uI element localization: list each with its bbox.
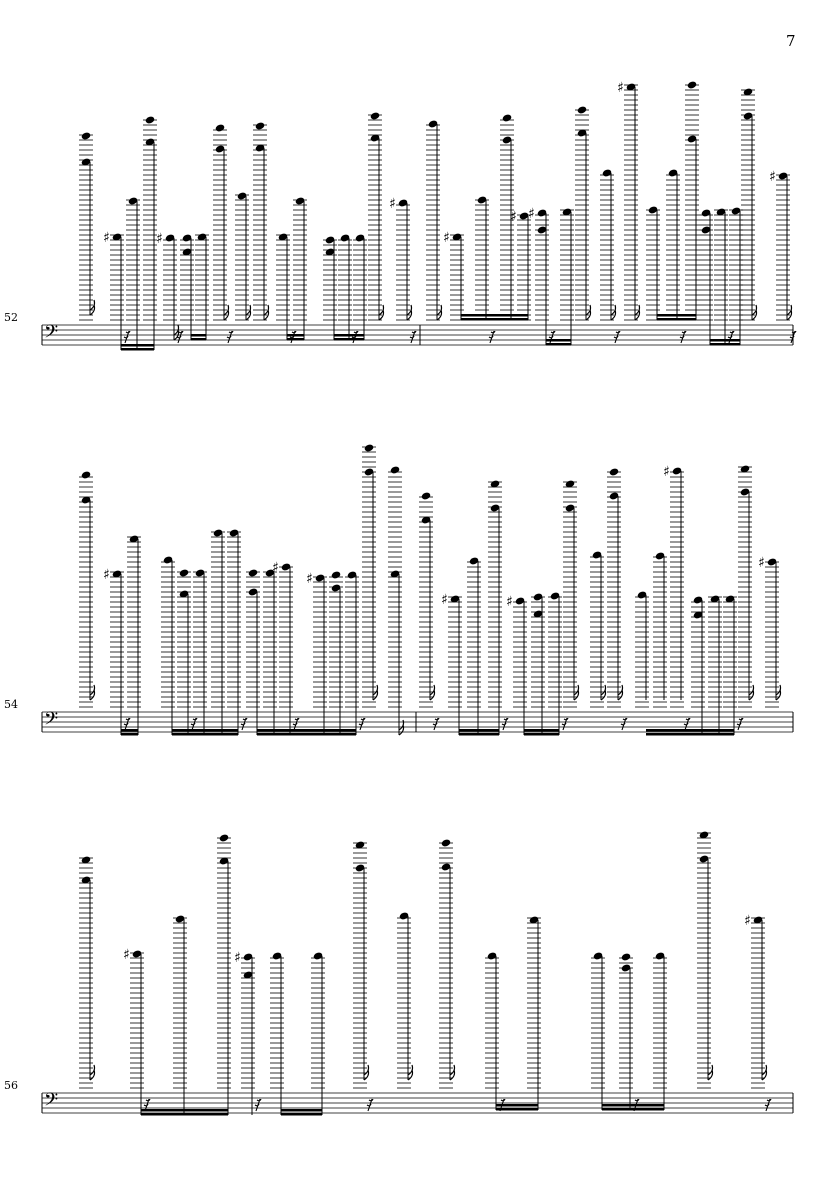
beam xyxy=(257,733,356,736)
note-head xyxy=(441,838,451,847)
beam xyxy=(334,338,364,341)
note-head xyxy=(502,113,512,122)
beam xyxy=(172,733,238,736)
beam xyxy=(121,733,138,736)
note-flag xyxy=(708,1065,713,1075)
beam xyxy=(657,318,696,321)
rest-icon xyxy=(502,718,508,730)
note-head xyxy=(179,568,189,577)
note-head xyxy=(370,111,380,120)
rest-icon xyxy=(124,718,130,730)
sharp-icon: ♯ xyxy=(272,560,279,576)
beam xyxy=(141,1113,228,1116)
rest-icon xyxy=(621,718,627,730)
note-flag xyxy=(450,1065,455,1075)
note-flag xyxy=(762,1065,767,1075)
rest-icon xyxy=(489,331,495,343)
note-flag xyxy=(373,685,378,695)
rest-icon xyxy=(562,718,568,730)
note-head xyxy=(331,570,341,579)
beam xyxy=(287,334,304,337)
note-head xyxy=(364,443,374,452)
system-56 xyxy=(42,830,793,1115)
beam xyxy=(121,729,138,732)
beam xyxy=(121,344,154,347)
beam xyxy=(459,733,499,736)
measure-number: 52 xyxy=(4,311,18,324)
beam xyxy=(710,343,740,346)
beam xyxy=(546,343,571,346)
sharp-icon: ♯ xyxy=(103,230,110,246)
beam xyxy=(646,729,734,732)
note-head xyxy=(255,121,265,130)
beam xyxy=(141,1109,228,1112)
note-head xyxy=(215,123,225,132)
measure-number: 54 xyxy=(4,698,18,711)
note-flag xyxy=(574,685,579,695)
rest-icon xyxy=(737,718,743,730)
beam xyxy=(602,1108,664,1111)
sharp-icon: ♯ xyxy=(389,196,396,212)
beam xyxy=(257,729,356,732)
rest-icon xyxy=(684,718,690,730)
note-head xyxy=(248,568,258,577)
page-number: 7 xyxy=(786,32,796,50)
note-head xyxy=(81,470,91,479)
sharp-icon: ♯ xyxy=(306,571,313,587)
rest-icon xyxy=(227,331,233,343)
sharp-icon: ♯ xyxy=(663,464,670,480)
sharp-icon: ♯ xyxy=(506,594,513,610)
note-flag xyxy=(399,720,404,730)
beam xyxy=(459,729,499,732)
rest-icon xyxy=(410,331,416,343)
bass-clef-icon: 𝄢 xyxy=(44,1090,59,1115)
beam xyxy=(461,318,528,321)
system-54 xyxy=(42,443,793,735)
beam xyxy=(172,729,238,732)
beam xyxy=(461,314,528,317)
note-flag xyxy=(430,685,435,695)
sharp-icon: ♯ xyxy=(510,209,517,225)
bass-clef-icon: 𝄢 xyxy=(44,322,59,347)
beam xyxy=(334,334,364,337)
rest-icon xyxy=(614,331,620,343)
rest-icon xyxy=(255,1099,261,1111)
rest-icon xyxy=(352,331,358,343)
rest-icon xyxy=(367,1099,373,1111)
beam xyxy=(281,1109,322,1112)
rest-icon xyxy=(433,718,439,730)
note-head xyxy=(81,131,91,140)
beam xyxy=(191,338,206,341)
note-head xyxy=(609,467,619,476)
beam xyxy=(281,1113,322,1116)
beam xyxy=(287,338,304,341)
rest-icon xyxy=(191,718,197,730)
sharp-icon: ♯ xyxy=(234,950,241,966)
sharp-icon: ♯ xyxy=(156,231,163,247)
rest-icon xyxy=(124,331,130,343)
sharp-icon: ♯ xyxy=(123,947,130,963)
note-flag xyxy=(364,1065,369,1075)
rest-icon xyxy=(359,718,365,730)
note-flag xyxy=(90,1065,95,1075)
beam xyxy=(524,729,559,732)
beam xyxy=(191,334,206,337)
note-flag xyxy=(776,685,781,695)
measure-number: 56 xyxy=(4,1079,18,1092)
note-head xyxy=(219,833,229,842)
beam xyxy=(496,1108,538,1111)
note-flag xyxy=(618,685,623,695)
rest-icon xyxy=(765,1099,771,1111)
sharp-icon: ♯ xyxy=(769,169,776,185)
beam xyxy=(657,314,696,317)
note-head xyxy=(145,115,155,124)
note-head xyxy=(390,465,400,474)
bass-clef-icon: 𝄢 xyxy=(44,709,59,734)
note-head xyxy=(621,952,631,961)
sharp-icon: ♯ xyxy=(528,206,535,222)
rest-icon xyxy=(241,718,247,730)
note-flag xyxy=(90,685,95,695)
beam xyxy=(121,348,154,351)
sharp-icon: ♯ xyxy=(443,230,450,246)
beam xyxy=(710,339,740,342)
sharp-icon: ♯ xyxy=(744,913,751,929)
sharp-icon: ♯ xyxy=(617,80,624,96)
rest-icon xyxy=(680,331,686,343)
rest-icon xyxy=(293,718,299,730)
sharp-icon: ♯ xyxy=(103,567,110,583)
note-flag xyxy=(408,1065,413,1075)
note-head xyxy=(577,105,587,114)
beam xyxy=(524,733,559,736)
sharp-icon: ♯ xyxy=(441,592,448,608)
note-head xyxy=(421,491,431,500)
note-flag xyxy=(749,685,754,695)
beam xyxy=(646,733,734,736)
beam xyxy=(546,339,571,342)
sharp-icon: ♯ xyxy=(758,555,765,571)
note-head xyxy=(687,80,697,89)
note-flag xyxy=(601,685,606,695)
rest-icon xyxy=(290,331,296,343)
system-52 xyxy=(42,80,796,351)
